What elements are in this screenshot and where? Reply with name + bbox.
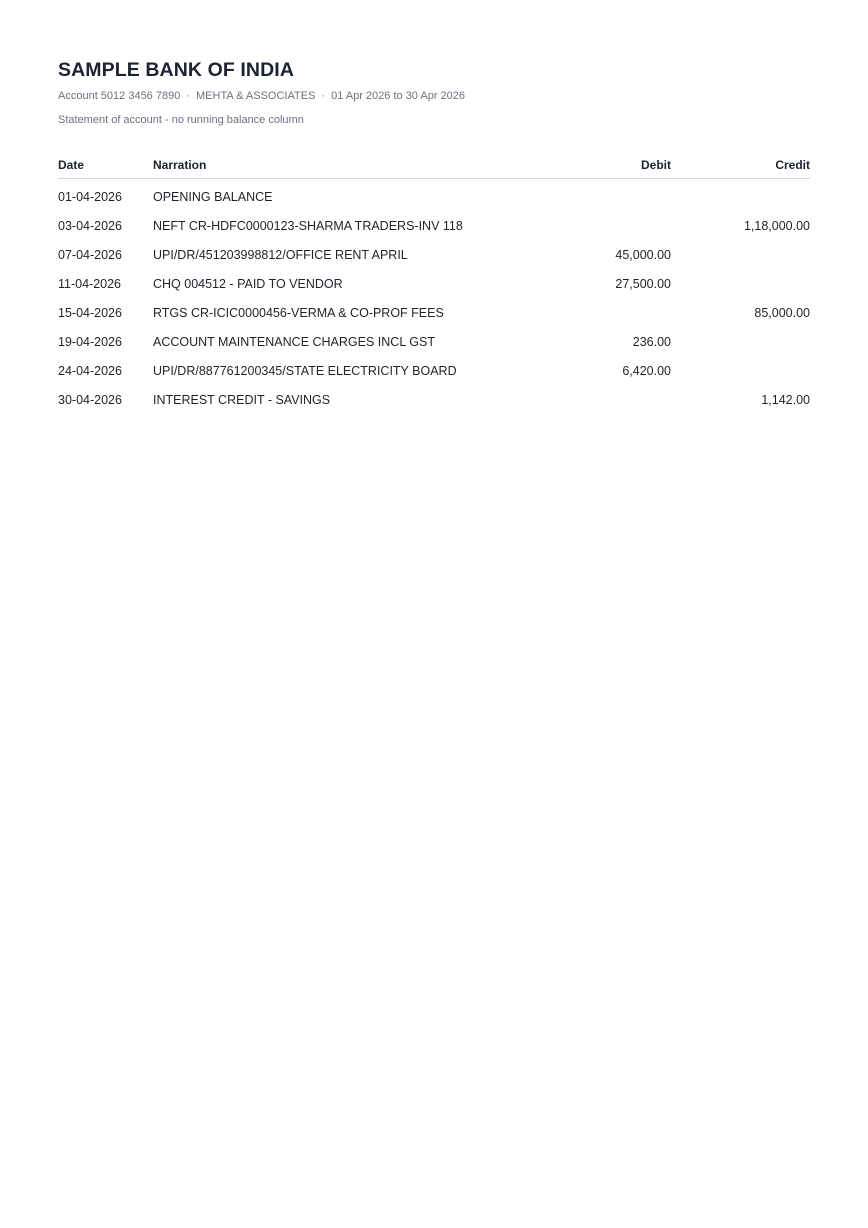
row-credit [671, 179, 810, 213]
row-narration: ACCOUNT MAINTENANCE CHARGES INCL GST [153, 335, 435, 349]
row-debit: 45,000.00 [615, 248, 671, 262]
table-row [58, 386, 810, 415]
row-date: 11-04-2026 [58, 277, 122, 291]
row-debit [591, 386, 671, 415]
row-narration: NEFT CR-HDFC0000123-SHARMA TRADERS-INV 118 [153, 219, 463, 233]
statement-period: 01 Apr 2026 to 30 Apr 2026 [331, 90, 466, 102]
meta-separator: · [321, 90, 326, 102]
column-header-date: Date [58, 158, 153, 179]
row-date: 24-04-2026 [58, 364, 122, 378]
row-narration: CHQ 004512 - PAID TO VENDOR [153, 277, 343, 291]
row-debit: 27,500.00 [615, 277, 671, 291]
statement-page [58, 58, 810, 407]
table-header-row [58, 158, 810, 179]
row-debit [591, 299, 671, 328]
statement-note: Statement of account - no running balance column [58, 114, 304, 126]
row-date: 19-04-2026 [58, 335, 122, 349]
row-narration: INTEREST CREDIT - SAVINGS [153, 393, 331, 407]
row-date: 03-04-2026 [58, 219, 122, 233]
bank-name: SAMPLE BANK OF INDIA [58, 59, 294, 81]
column-header-narration: Narration [153, 158, 591, 179]
transactions-table [58, 158, 810, 415]
row-date: 07-04-2026 [58, 248, 122, 262]
table-row [58, 299, 810, 328]
row-credit [671, 357, 810, 386]
account-holder: MEHTA & ASSOCIATES [196, 90, 316, 102]
row-credit [671, 270, 810, 299]
row-narration: UPI/DR/887761200345/STATE ELECTRICITY BOARD [153, 364, 457, 378]
row-debit [591, 179, 671, 213]
row-date: 15-04-2026 [58, 306, 122, 320]
row-credit [671, 241, 810, 270]
table-row [58, 328, 810, 357]
row-debit: 6,420.00 [622, 364, 671, 378]
table-row [58, 241, 810, 270]
row-narration: OPENING BALANCE [153, 190, 273, 204]
account-number: Account 5012 3456 7890 [58, 90, 181, 102]
account-meta [58, 89, 810, 103]
row-narration: UPI/DR/451203998812/OFFICE RENT APRIL [153, 248, 408, 262]
column-header-debit: Debit [591, 158, 671, 179]
row-date: 30-04-2026 [58, 393, 122, 407]
row-date: 01-04-2026 [58, 190, 122, 204]
table-row [58, 357, 810, 386]
row-debit [591, 212, 671, 241]
row-credit: 1,18,000.00 [743, 219, 810, 233]
row-credit: 1,142.00 [761, 393, 810, 407]
row-credit [671, 328, 810, 357]
row-credit: 85,000.00 [754, 306, 810, 320]
column-header-credit: Credit [671, 158, 810, 179]
table-row [58, 179, 810, 213]
table-row [58, 270, 810, 299]
row-narration: RTGS CR-ICIC0000456-VERMA & CO-PROF FEES [153, 306, 444, 320]
table-row [58, 212, 810, 241]
row-debit: 236.00 [632, 335, 671, 349]
meta-separator: · [186, 90, 190, 102]
